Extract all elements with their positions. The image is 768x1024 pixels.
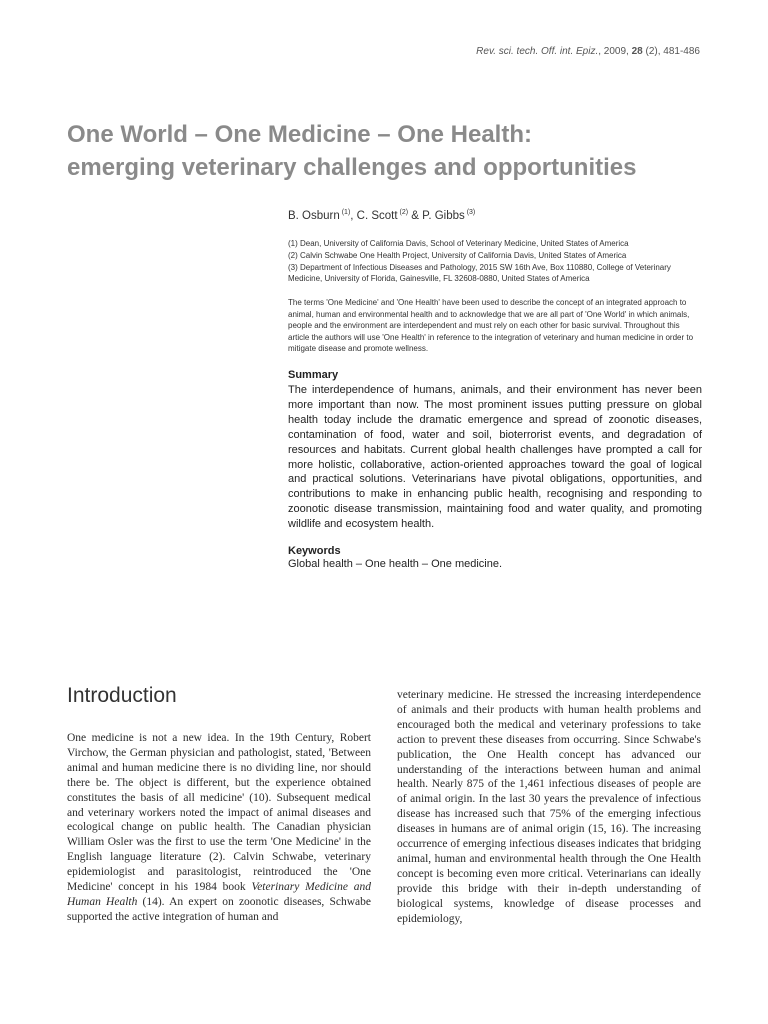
intro-left-text-1: One medicine is not a new idea. In the 19th Century, Robert Virchow, the German physician and pathologist, stated, 'Between animal and human medicine there is no dividing line, nor should there be. The object is different, but the experience obtained constitutes the basis of all medicine' (10). Subsequent medical and veterinary workers noted the impact of animal diseases and ecological change on public health. The Canadian physician William Osler was the first to use the term 'One Medicine' in the English language literature (2). Calvin Schwabe, veterinary epidemiologist and parasitologist, reintroduced the 'One Medicine' concept in his 1984 book — [67, 732, 371, 894]
affiliation-3: (3) Department of Infectious Diseases and Pathology, 2015 SW 16th Ave, Box 110880, College of Veterinary Medicine, University of Florida, Gainesville, FL 32608-0880, United States of America — [288, 262, 671, 284]
author-2-ref: (2) — [397, 209, 409, 216]
journal-name: Rev. sci. tech. Off. int. Epiz. — [476, 46, 599, 57]
author-list — [288, 209, 702, 222]
introduction-heading: Introduction — [67, 684, 177, 707]
summary-section — [288, 369, 702, 532]
keywords-heading: Keywords — [288, 545, 341, 557]
book-title: Veterinary Medicine and Human Health — [67, 881, 371, 908]
citation-issue-pages: (2), 481-486 — [642, 46, 700, 57]
summary-heading: Summary — [288, 369, 339, 381]
citation-volume: 28 — [631, 46, 643, 57]
introduction-left-column — [67, 731, 371, 925]
affiliations — [288, 238, 702, 285]
author-2: , C. Scott — [350, 209, 398, 222]
title-line-2: emerging veterinary challenges and opportunities — [67, 154, 637, 181]
author-1-ref: (1) — [339, 209, 351, 216]
author-3: & P. Gibbs — [408, 209, 465, 222]
author-3-ref: (3) — [464, 209, 476, 216]
title-line-1: One World – One Medicine – One Health: — [67, 121, 532, 148]
intro-left-text-2: (14). An expert on zoonotic diseases, Schwabe supported the active integration of human and — [67, 895, 371, 923]
introduction-right-column: veterinary medicine. He stressed the increasing interdependence of animals and their products with human health problems and encouraged both the medical and veterinary professions to take action to prevent these diseases from occurring. Since Schwabe's publication, the One Health concept has advanced our understanding of the interactions between human and animal health. Nearly 875 of the 1,461 infectious diseases of people are of animal origin. In the last 30 years the prevalence of infectious disease has increased such that 75% of the emerging infectious diseases in humans are of animal origin (15, 16). The increasing occurrence of emerging infectious diseases indicates that bridging animal, human and environmental health through the One Health concept is becoming even more critical. Veterinarians can ideally provide this bridge with their in-depth understanding of biological systems, knowledge of disease processes and epidemiology, — [397, 689, 701, 925]
journal-citation — [476, 46, 700, 57]
terms-note: The terms 'One Medicine' and 'One Health' have been used to describe the concept of an integrated approach to animal, human and environmental health and to acknowledge that we are all part of 'One World' in which animals, people and the environment are interdependent and must rely on each other for basic survival. Throughout this article the authors will use 'One Health' in reference to the integration of veterinary and human medicine in order to mitigate disease and promote wellness. — [288, 298, 694, 354]
keywords-section — [288, 545, 702, 570]
summary-text: The interdependence of humans, animals, and their environment has never been more important than now. The most prominent issues putting pressure on global health today include the dramatic emergence and spread of zoonotic diseases, contamination of food, water and soil, bioterrorist events, and degradation of resources and habitats. Current global health challenges have prompted a call for more holistic, collaborative, action-oriented approaches toward the goal of logical and practical solutions. Veterinarians have pivotal obligations, opportunities, and contributions to make in enhancing public health, recognising and responding to zoonotic disease transmission, maintaining food and water quality, and promoting wildlife and ecosystem health. — [288, 384, 702, 531]
article-title — [67, 118, 727, 184]
citation-year: , 2009, — [598, 46, 632, 57]
affiliation-2: (2) Calvin Schwabe One Health Project, University of California Davis, United States of America — [288, 250, 627, 260]
keywords-text: Global health – One health – One medicine. — [288, 558, 503, 570]
author-1: B. Osburn — [288, 209, 340, 222]
affiliation-1: (1) Dean, University of California Davis, School of Veterinary Medicine, United States of America — [288, 239, 629, 248]
